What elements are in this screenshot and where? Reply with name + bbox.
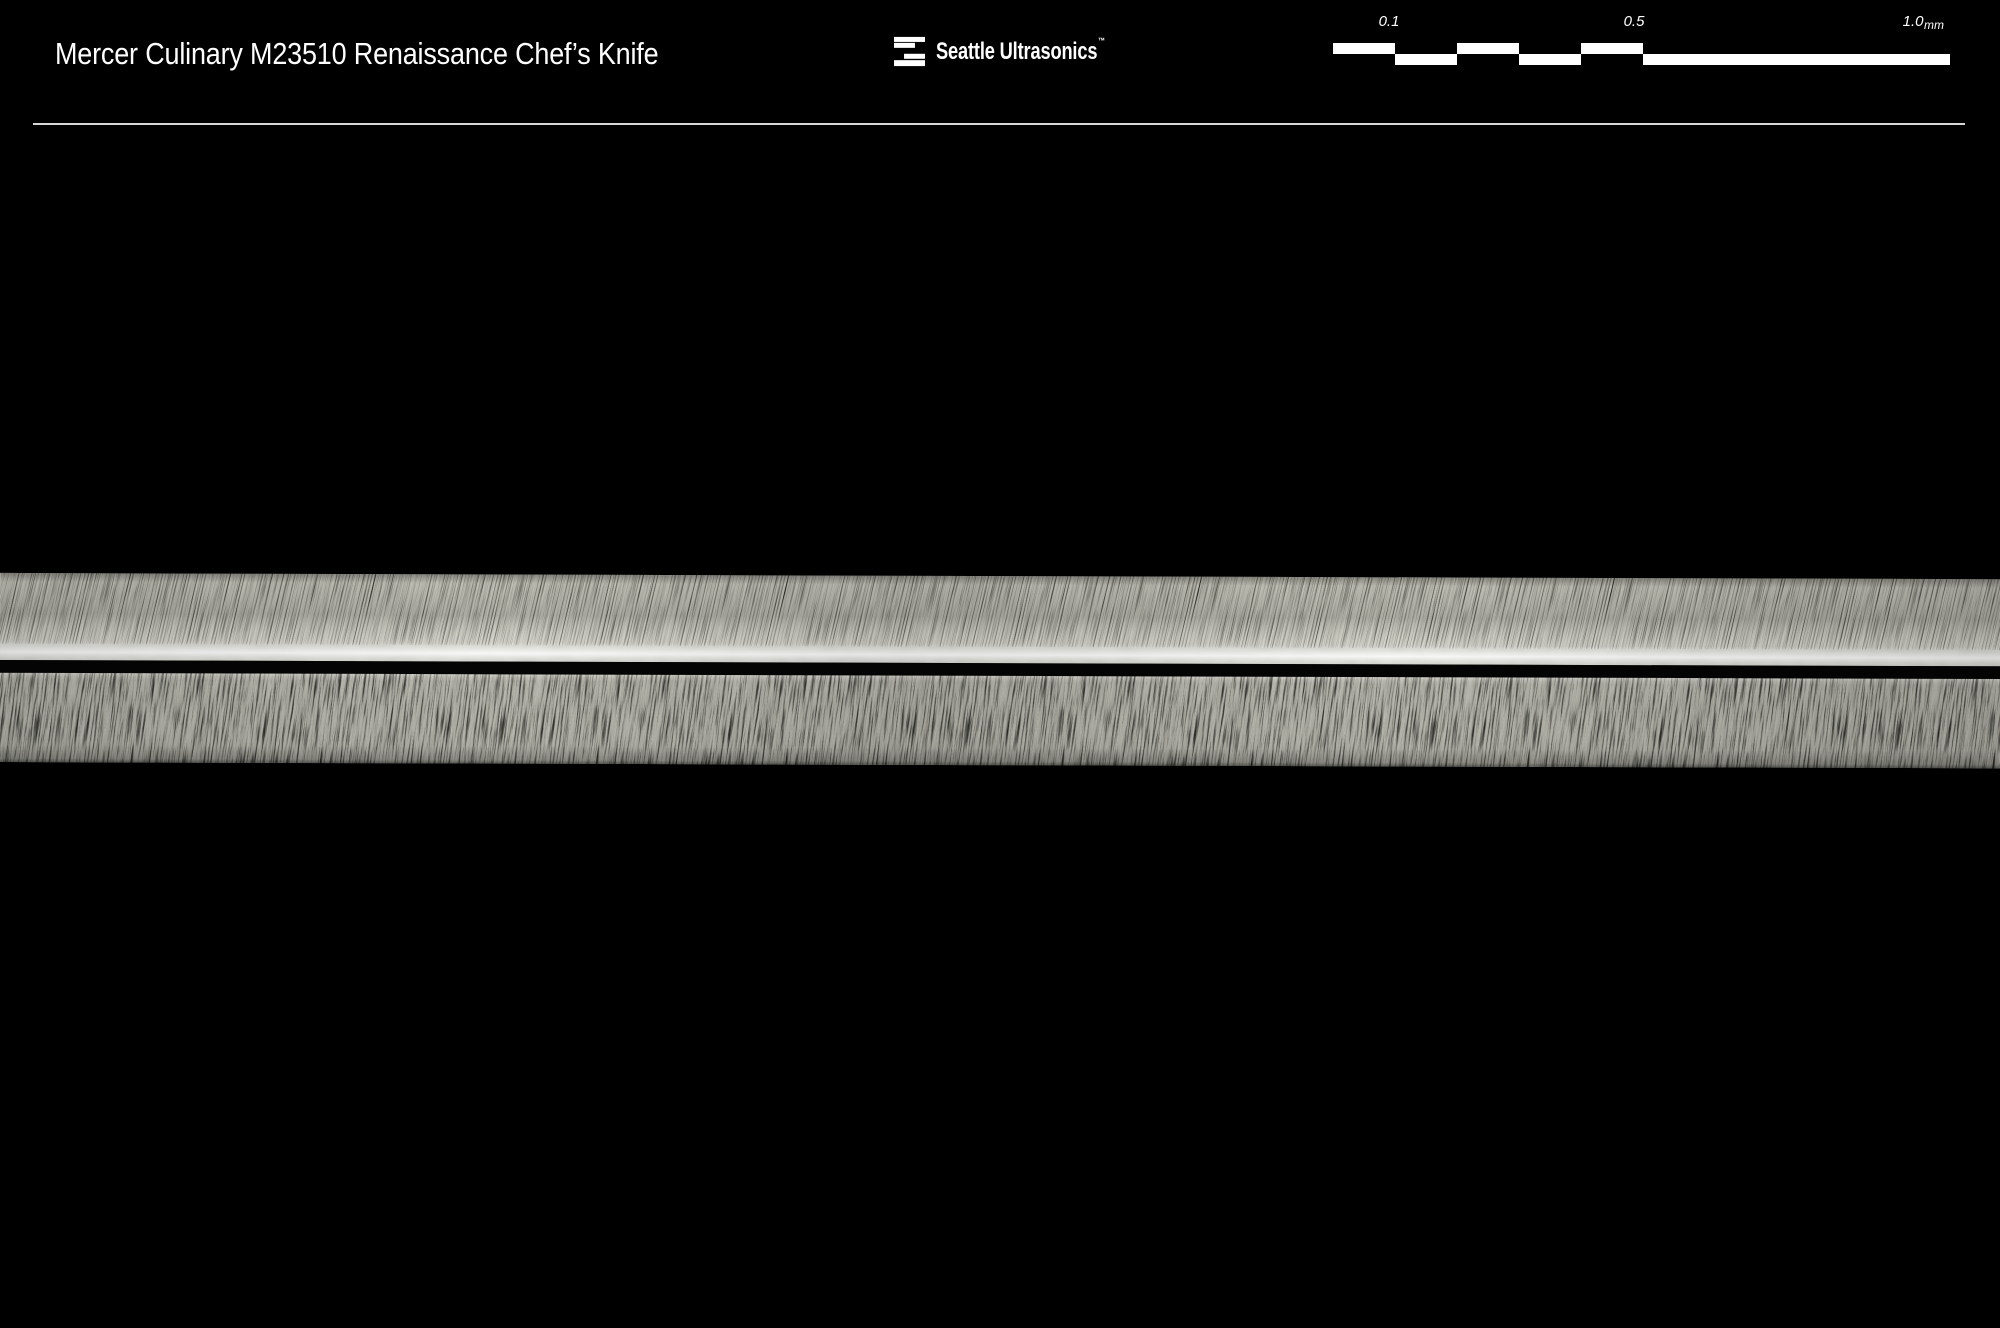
scale-label-0-1: 0.1 (1378, 13, 1400, 30)
trademark-symbol: ™ (1098, 35, 1105, 46)
scale-bar-segment (1581, 43, 1643, 54)
page-title: Mercer Culinary M23510 Renaissance Chef’s Knife (55, 36, 659, 71)
scale-bar-segment (1519, 54, 1581, 65)
scale-end-value: 1.0 (1902, 13, 1924, 30)
header-divider (33, 123, 1965, 125)
scale-end-unit: mm (1924, 18, 1944, 32)
scale-bar-segment (1457, 43, 1519, 54)
scale-bar-segment (1395, 54, 1457, 65)
scale-label-1-0mm (1903, 13, 1944, 30)
scale-label-0-5: 0.5 (1623, 13, 1645, 30)
scale-bar (0, 0, 2000, 80)
micrograph-image (0, 570, 2000, 775)
brand-name-text: Seattle Ultrasonics (936, 37, 1098, 65)
scale-bar-segment (1643, 54, 1950, 65)
scale-bar-segment (1333, 43, 1395, 54)
